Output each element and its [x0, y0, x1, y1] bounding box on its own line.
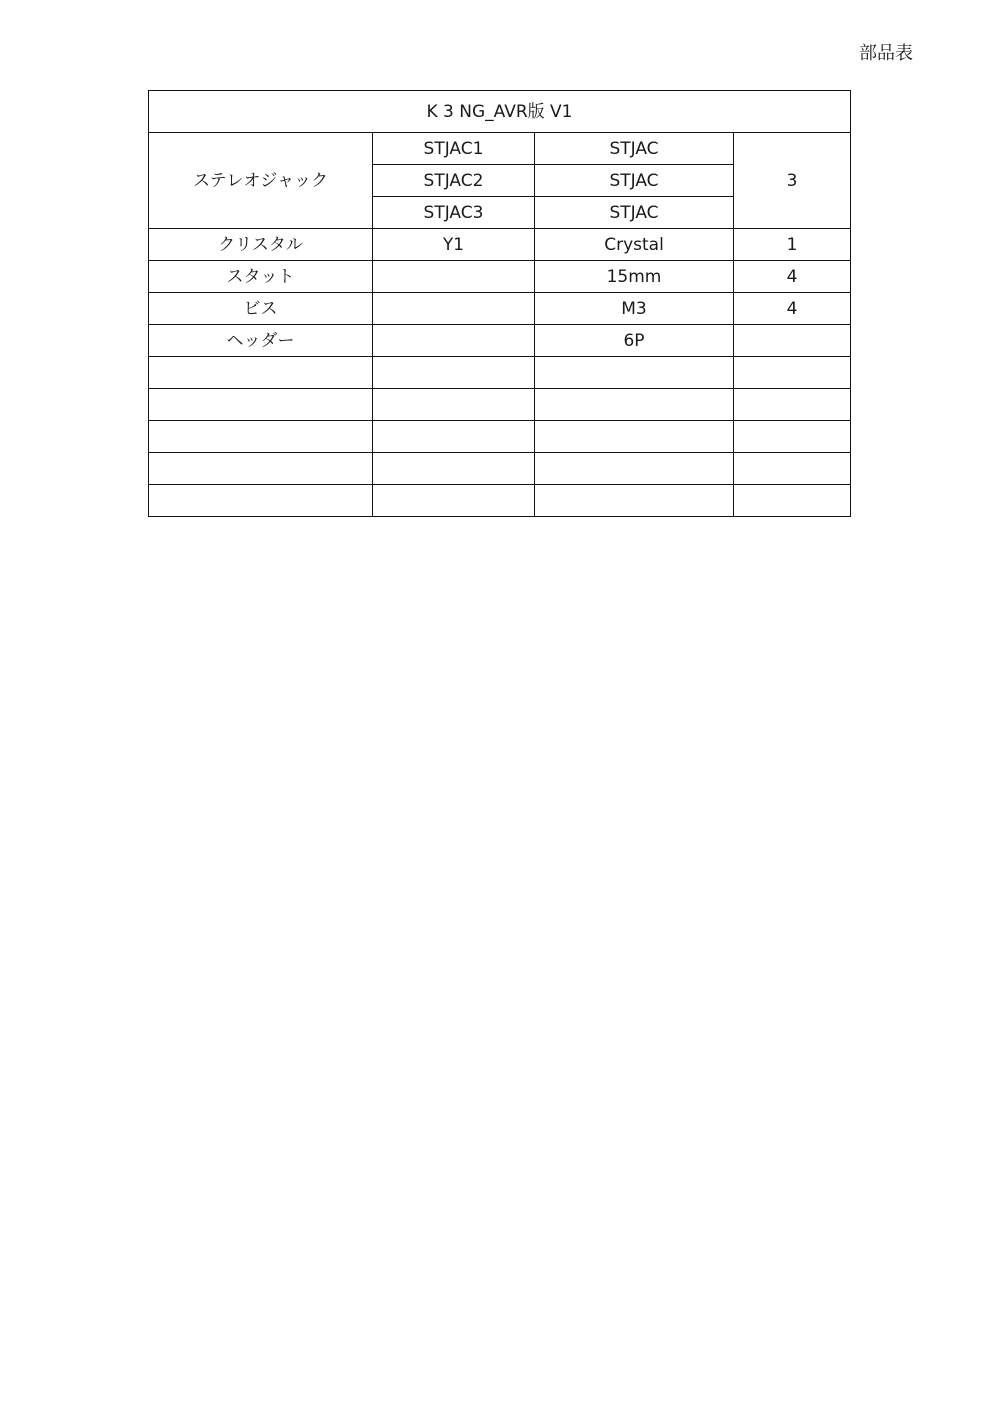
empty-table-row	[149, 421, 851, 453]
empty-cell	[734, 453, 851, 485]
part-ref-cell: STJAC3	[373, 197, 535, 229]
part-ref-cell	[373, 325, 535, 357]
empty-cell	[149, 421, 373, 453]
empty-cell	[149, 453, 373, 485]
empty-cell	[373, 453, 535, 485]
part-value-cell: STJAC	[535, 197, 734, 229]
empty-cell	[373, 485, 535, 517]
empty-cell	[373, 421, 535, 453]
part-value-cell: Crystal	[535, 229, 734, 261]
part-ref-cell: STJAC2	[373, 165, 535, 197]
parts-table	[148, 90, 851, 517]
part-value-cell: 6P	[535, 325, 734, 357]
part-qty-cell: 1	[734, 229, 851, 261]
table-row	[149, 229, 851, 261]
part-ref-cell: STJAC1	[373, 133, 535, 165]
part-name-cell: ビス	[149, 293, 373, 325]
empty-cell	[149, 389, 373, 421]
part-value-cell: M3	[535, 293, 734, 325]
part-ref-cell	[373, 293, 535, 325]
empty-cell	[734, 357, 851, 389]
part-name-cell: クリスタル	[149, 229, 373, 261]
empty-table-row	[149, 389, 851, 421]
empty-cell	[734, 421, 851, 453]
empty-cell	[535, 485, 734, 517]
empty-cell	[535, 421, 734, 453]
part-value-cell: STJAC	[535, 133, 734, 165]
table-row	[149, 133, 851, 165]
part-qty-cell: 4	[734, 293, 851, 325]
empty-cell	[149, 485, 373, 517]
part-name-cell: ヘッダー	[149, 325, 373, 357]
part-value-cell: 15mm	[535, 261, 734, 293]
part-ref-cell	[373, 261, 535, 293]
empty-cell	[149, 357, 373, 389]
table-title: K 3 NG_AVR版 V1	[149, 91, 851, 133]
part-ref-cell: Y1	[373, 229, 535, 261]
empty-cell	[734, 485, 851, 517]
empty-table-row	[149, 485, 851, 517]
empty-table-row	[149, 357, 851, 389]
page-heading: 部品表	[859, 43, 913, 64]
part-qty-cell	[734, 325, 851, 357]
empty-cell	[535, 389, 734, 421]
empty-cell	[535, 453, 734, 485]
part-name-cell: ステレオジャック	[149, 133, 373, 229]
part-value-cell: STJAC	[535, 165, 734, 197]
table-row	[149, 325, 851, 357]
table-row	[149, 293, 851, 325]
empty-cell	[373, 389, 535, 421]
table-title-row	[149, 91, 851, 133]
empty-cell	[734, 389, 851, 421]
part-qty-cell: 3	[734, 133, 851, 229]
part-name-cell: スタット	[149, 261, 373, 293]
empty-table-row	[149, 453, 851, 485]
part-qty-cell: 4	[734, 261, 851, 293]
empty-cell	[373, 357, 535, 389]
empty-cell	[535, 357, 734, 389]
table-row	[149, 261, 851, 293]
